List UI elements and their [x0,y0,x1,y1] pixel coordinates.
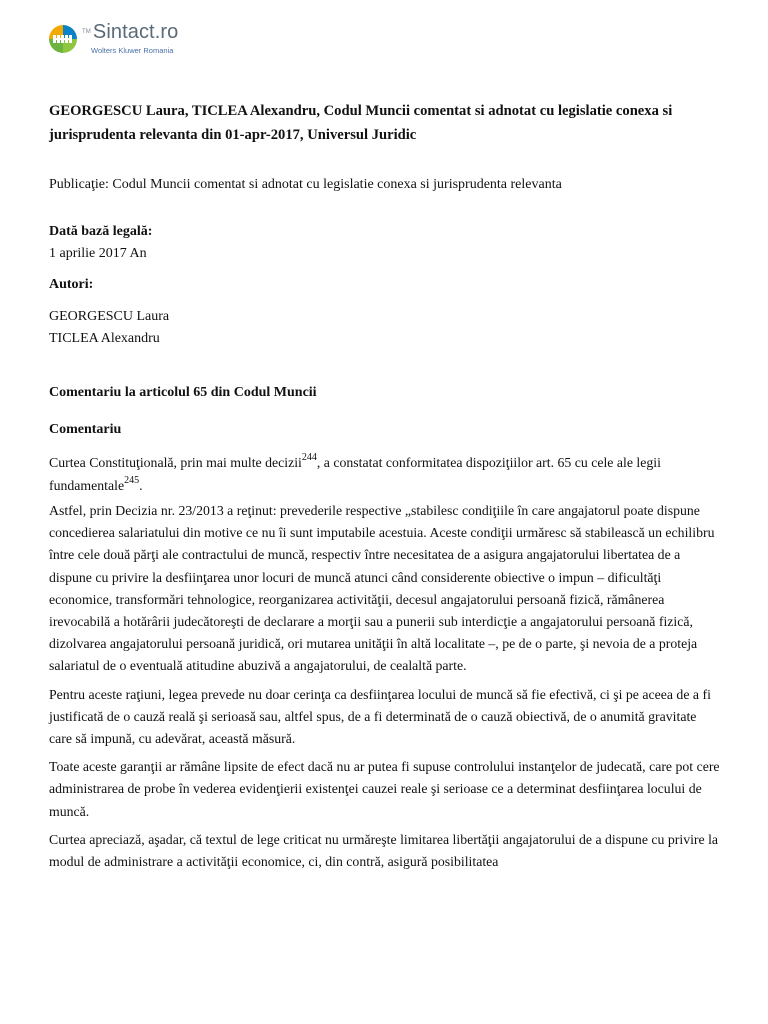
comment-heading: Comentariu [49,422,122,437]
logo-brand-name: Sintact.ro [92,21,179,43]
footnote-ref[interactable]: 245 [124,475,140,487]
logo-brand[interactable] [82,21,178,46]
paragraph-text: . [139,478,143,493]
paragraph: Curtea apreciază, aşadar, că textul de lege criticat nu urmăreşte limitarea libertăţii angajatorului de a dispune cu privire la modul de administrare a activităţii economice, ci, din contră, asigură posibilitatea [49,831,719,870]
site-header [48,22,178,56]
paragraph-text: Curtea Constituţională, prin mai multe decizii [49,455,302,470]
paragraph: Pentru aceste raţiuni, legea prevede nu doar cerinţa ca desfiinţarea locului de muncă să fie efectivă, ci şi pe aceea de a fi justificată de o cauză reală şi serioasă sau, altfel spus, de a fi determinată de o cauză obiectivă, de o anumită gravitate care să impună, cu adevărat, această măsură. [49,686,711,747]
publication-value: Codul Muncii comentat si adnotat cu legislatie conexa si jurisprudenta relevanta [112,177,562,192]
author-item: GEORGESCU Laura [49,309,170,324]
paragraph [49,451,721,497]
article-heading: Comentariu la articolul 65 din Codul Muncii [49,385,317,400]
paragraph-text: , a constatat conformitatea dispoziţiilor art. 65 cu cele ale legii fundamentale [49,455,661,493]
paragraph: Toate aceste garanţii ar rămâne lipsite de efect dacă nu ar putea fi supuse controlului instanţelor de judecată, care pot cere administrarea de probe în vederea evidenţierii existenţei cauzei reale şi serioase ce a determinat desfiinţarea locului de muncă. [49,759,720,819]
logo-text [82,21,178,55]
publication-label: Publicaţie: [49,177,109,192]
authors-label: Autori: [49,277,94,292]
document-body [49,100,721,873]
logo-trademark: TM [82,29,91,35]
footnote-ref[interactable]: 244 [301,452,317,464]
document-title: GEORGESCU Laura, TICLEA Alexandru, Codul Muncii comentat si adnotat cu legislatie conexa si jurisprudenta relevanta din 01-apr-2017, Universul Juridic [49,103,673,143]
paragraph: Astfel, prin Decizia nr. 23/2013 a reţinut: prevederile respective „stabilesc condiţiile în care angajatorul poate dispune concedierea salariatului din motive ce nu îi sunt imputabile acestuia. Aceste condiţii urmăresc să stabilească un echilibru între cele două părţi ale contractului de muncă, respectiv între necesitatea de a asigura angajatorului libertatea de a dispune cu privire la desfiinţarea unor locuri de muncă atunci când considerente obiective o impun – dificultăţi economice, transformări tehnologice, reorganizarea activităţii, decesul angajatorului persoană fizică, rămânerea irevocabilă a hotărârii judecătoreşti de declarare a morţii sau a punerii sub interdicţie a angajatorului persoană fizică, dizolvarea angajatorului persoană juridică, ori mutarea unităţii în altă localitate –, pe de o parte, şi nevoia de a proteja salariatul de o eventuală atitudine abuzivă a angajatorului, de cealaltă parte. [49,503,715,674]
publication-line [49,174,721,196]
logo-subtitle: Wolters Kluwer Romania [91,46,174,55]
author-item: TICLEA Alexandru [49,331,160,346]
legal-date-label: Dată bază legală: [49,224,153,239]
sintact-logo-icon[interactable] [48,24,78,54]
legal-date-value: 1 aprilie 2017 An [49,246,147,261]
